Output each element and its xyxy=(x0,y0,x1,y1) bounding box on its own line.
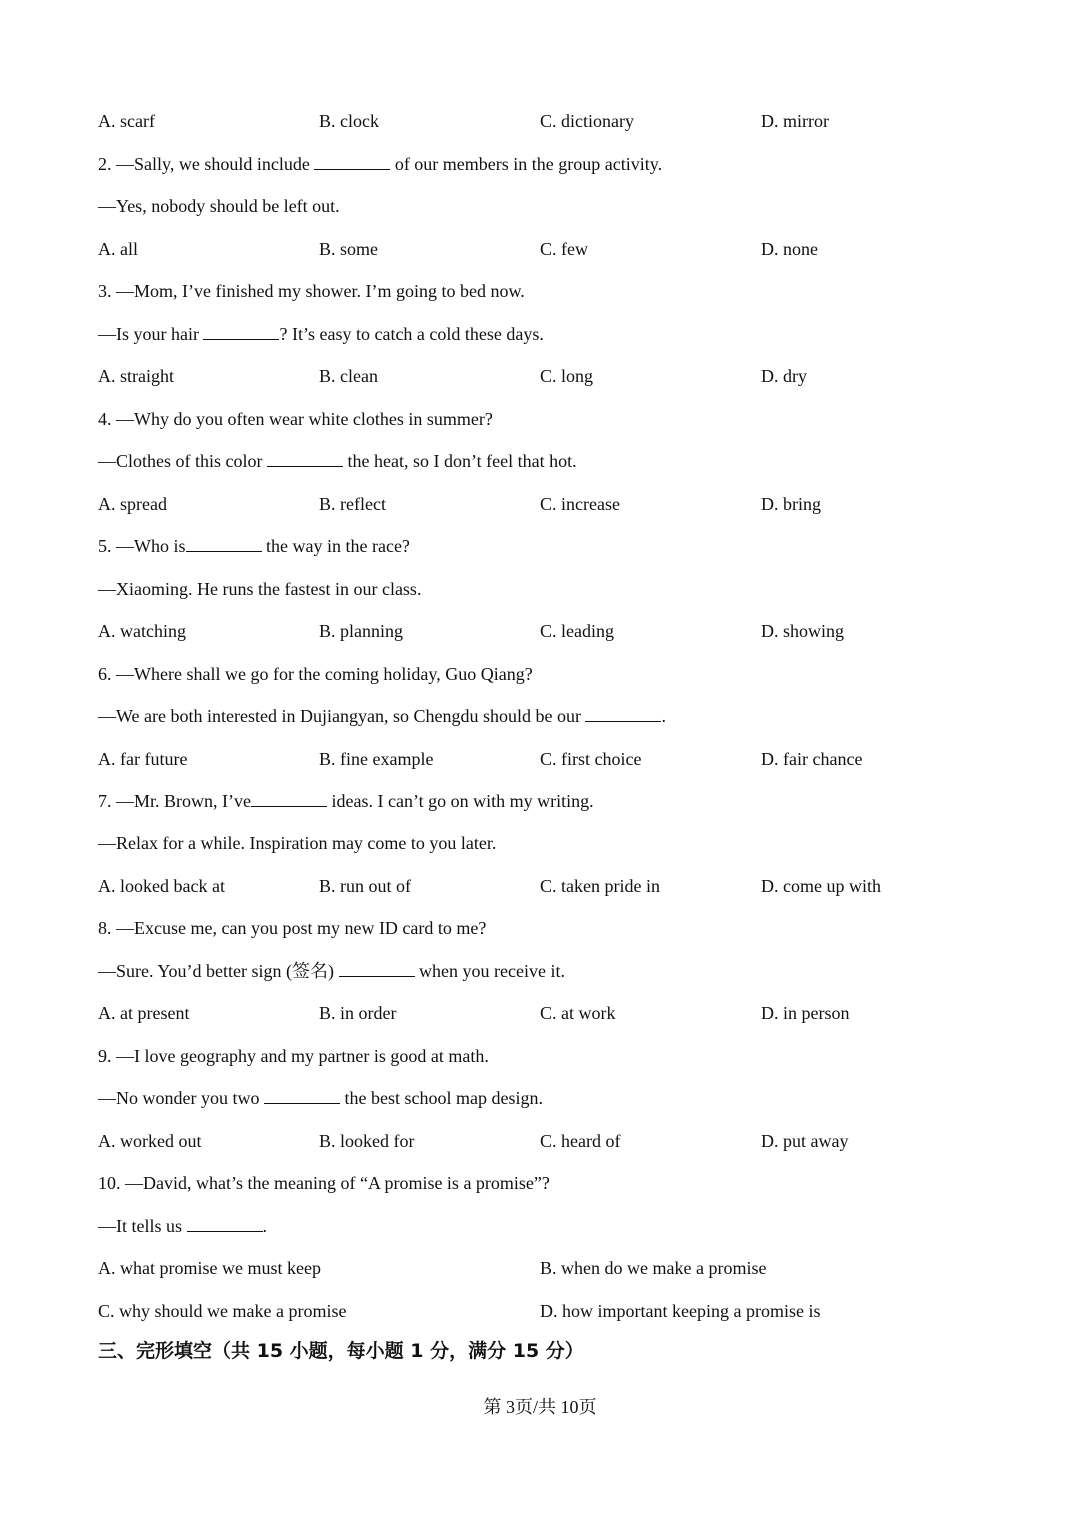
answer-blank xyxy=(203,323,279,340)
q2-stem-text-1: 2. —Sally, we should include xyxy=(98,154,315,174)
q5-reply: —Xiaoming. He runs the fastest in our class. xyxy=(98,579,422,599)
q6-reply xyxy=(98,705,666,727)
q3-reply-text-2: ? It’s easy to catch a cold these days. xyxy=(279,324,544,344)
q7-stem-text-2: ideas. I can’t go on with my writing. xyxy=(326,791,594,811)
q5-option-d: D. showing xyxy=(761,621,845,641)
page-footer: 第 3页/共 10页 xyxy=(483,1397,597,1417)
q2-reply: —Yes, nobody should be left out. xyxy=(98,196,340,216)
q3-reply xyxy=(98,323,544,345)
q8-option-a: A. at present xyxy=(98,1003,190,1023)
q6-stem: 6. —Where shall we go for the coming holiday, Guo Qiang? xyxy=(98,664,533,684)
q7-reply: —Relax for a while. Inspiration may come to you later. xyxy=(98,833,497,853)
answer-blank xyxy=(314,153,390,170)
q10-reply xyxy=(98,1215,267,1237)
q1-option-a: A. scarf xyxy=(98,111,155,131)
q10-options-row-2 xyxy=(98,1300,998,1322)
q3-option-a: A. straight xyxy=(98,366,174,386)
q2-option-a: A. all xyxy=(98,239,138,259)
q3-option-b: B. clean xyxy=(319,366,378,386)
answer-blank xyxy=(186,535,262,552)
q7-option-d: D. come up with xyxy=(761,876,881,896)
q7-option-a: A. looked back at xyxy=(98,876,225,896)
q4-option-c: C. increase xyxy=(540,494,620,514)
q5-options xyxy=(98,620,998,642)
q7-option-b: B. run out of xyxy=(319,876,411,896)
q10-stem: 10. —David, what’s the meaning of “A promise is a promise”? xyxy=(98,1173,550,1193)
q3-reply-text-1: —Is your hair xyxy=(98,324,204,344)
q7-options xyxy=(98,875,998,897)
q4-option-b: B. reflect xyxy=(319,494,386,514)
q1-option-d: D. mirror xyxy=(761,111,829,131)
q4-reply-text-1: —Clothes of this color xyxy=(98,451,267,471)
q1-option-b: B. clock xyxy=(319,111,379,131)
q8-option-d: D. in person xyxy=(761,1003,850,1023)
q10-option-d: D. how important keeping a promise is xyxy=(540,1301,821,1321)
q4-reply-text-2: the heat, so I don’t feel that hot. xyxy=(343,451,577,471)
q5-stem-text-2: the way in the race? xyxy=(261,536,410,556)
answer-blank xyxy=(585,705,661,722)
q6-option-b: B. fine example xyxy=(319,749,434,769)
q2-stem xyxy=(98,153,662,175)
q10-reply-text-2: . xyxy=(262,1216,267,1236)
q2-option-c: C. few xyxy=(540,239,588,259)
answer-blank xyxy=(267,450,343,467)
q4-reply xyxy=(98,450,577,472)
q4-options xyxy=(98,493,998,515)
section-heading: 三、完形填空（共 15 小题，每小题 1 分，满分 15 分） xyxy=(98,1340,584,1362)
q3-option-d: D. dry xyxy=(761,366,807,386)
answer-blank xyxy=(264,1087,340,1104)
q9-option-b: B. looked for xyxy=(319,1131,415,1151)
q7-option-c: C. taken pride in xyxy=(540,876,660,896)
q6-reply-text-1: —We are both interested in Dujiangyan, so Chengdu should be our xyxy=(98,706,586,726)
q9-option-c: C. heard of xyxy=(540,1131,621,1151)
q2-options xyxy=(98,238,998,260)
q1-option-c: C. dictionary xyxy=(540,111,634,131)
q8-reply xyxy=(98,960,565,982)
q5-stem xyxy=(98,535,410,557)
q8-reply-text-2: when you receive it. xyxy=(414,961,565,981)
q5-option-b: B. planning xyxy=(319,621,403,641)
q10-option-a: A. what promise we must keep xyxy=(98,1258,321,1278)
q8-reply-text-1: —Sure. You’d better sign (签名) xyxy=(98,961,339,981)
answer-blank xyxy=(251,790,327,807)
q10-reply-text-1: —It tells us xyxy=(98,1216,187,1236)
q6-option-c: C. first choice xyxy=(540,749,642,769)
q8-stem: 8. —Excuse me, can you post my new ID card to me? xyxy=(98,918,487,938)
q8-options xyxy=(98,1002,998,1024)
q9-stem: 9. —I love geography and my partner is good at math. xyxy=(98,1046,489,1066)
q10-option-c: C. why should we make a promise xyxy=(98,1301,347,1321)
q2-option-d: D. none xyxy=(761,239,818,259)
q5-option-a: A. watching xyxy=(98,621,186,641)
q9-reply-text-2: the best school map design. xyxy=(339,1088,543,1108)
answer-blank xyxy=(187,1215,263,1232)
q8-option-b: B. in order xyxy=(319,1003,397,1023)
q6-option-a: A. far future xyxy=(98,749,188,769)
q10-option-b: B. when do we make a promise xyxy=(540,1258,767,1278)
q7-stem xyxy=(98,790,594,812)
q6-options xyxy=(98,748,998,770)
q5-stem-text-1: 5. —Who is xyxy=(98,536,186,556)
q9-reply xyxy=(98,1087,543,1109)
q9-option-a: A. worked out xyxy=(98,1131,202,1151)
q3-stem: 3. —Mom, I’ve finished my shower. I’m going to bed now. xyxy=(98,281,525,301)
q9-reply-text-1: —No wonder you two xyxy=(98,1088,264,1108)
q3-options xyxy=(98,365,998,387)
q9-options xyxy=(98,1130,998,1152)
q10-options-row-1 xyxy=(98,1257,998,1279)
answer-blank xyxy=(339,960,415,977)
q2-stem-text-2: of our members in the group activity. xyxy=(390,154,663,174)
q9-option-d: D. put away xyxy=(761,1131,849,1151)
q3-option-c: C. long xyxy=(540,366,594,386)
q8-option-c: C. at work xyxy=(540,1003,616,1023)
q4-stem: 4. —Why do you often wear white clothes in summer? xyxy=(98,409,493,429)
q6-option-d: D. fair chance xyxy=(761,749,863,769)
q6-reply-text-2: . xyxy=(661,706,666,726)
q4-option-a: A. spread xyxy=(98,494,167,514)
q4-option-d: D. bring xyxy=(761,494,821,514)
q5-option-c: C. leading xyxy=(540,621,614,641)
q1-options xyxy=(98,110,998,132)
q2-option-b: B. some xyxy=(319,239,379,259)
q7-stem-text-1: 7. —Mr. Brown, I’ve xyxy=(98,791,251,811)
